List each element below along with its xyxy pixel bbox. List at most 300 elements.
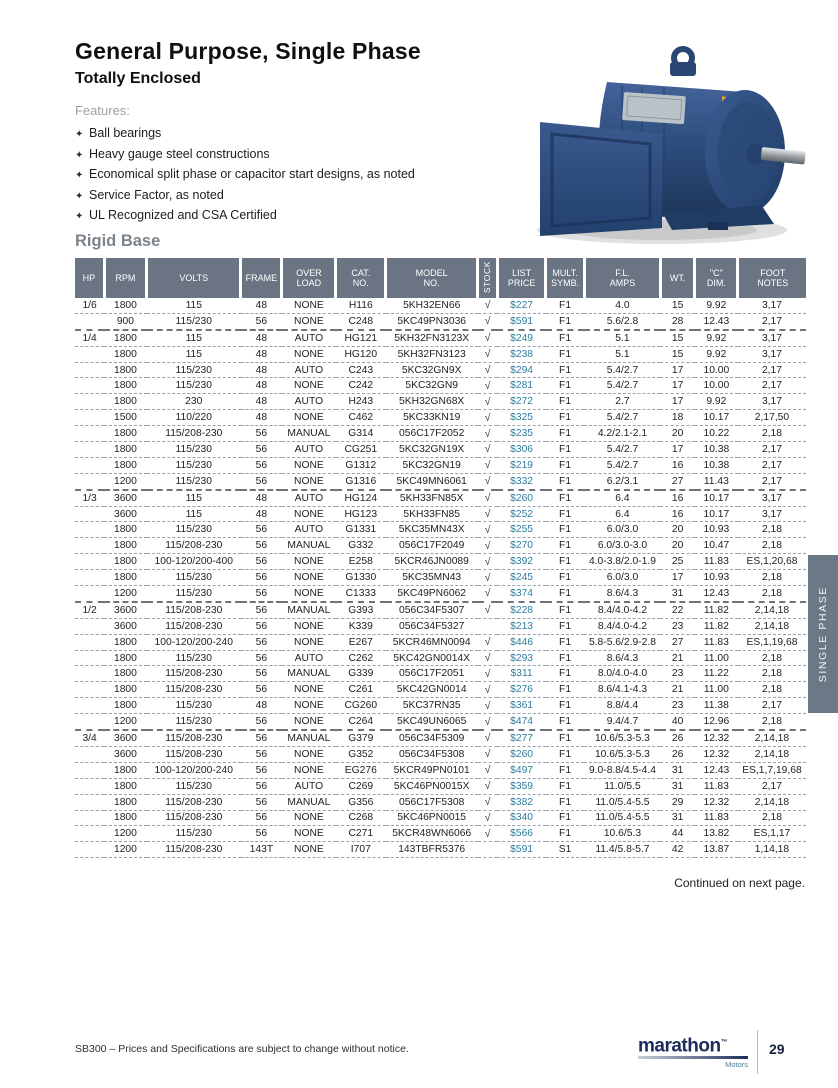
cell-mult_symb: F1 [559, 412, 572, 424]
cell-overload: NONE [294, 684, 324, 696]
cell-model_no: 5KCR48WN6066 [392, 828, 472, 840]
cell-volts: 115/230 [175, 828, 212, 840]
cell-overload: AUTO [294, 524, 324, 536]
cell-list_price: $359 [510, 780, 534, 792]
cell-hp: 1/4 [82, 332, 97, 344]
cell-frame: 56 [255, 748, 268, 760]
cell-model_no: 5KC35MN43 [402, 572, 462, 584]
cell-list_price: $474 [510, 716, 534, 728]
cell-footnotes: 2,18 [761, 428, 782, 440]
cell-frame: 48 [255, 508, 268, 520]
table-row [75, 298, 806, 313]
cell-model_no: 5KC32GN19X [399, 443, 465, 455]
cell-c_dim: 10.93 [703, 524, 730, 536]
table-row [75, 810, 806, 826]
cell-rpm: 1200 [113, 828, 137, 840]
cell-model_no: 5KH33FN85 [403, 508, 461, 520]
cell-footnotes: 2,17 [761, 380, 782, 392]
column-header-c_dim: "C" DIM. [695, 258, 738, 298]
table-row [75, 378, 806, 394]
cell-footnotes: 2,17 [761, 780, 782, 792]
cell-stock: √ [484, 539, 491, 552]
cell-wt: 29 [671, 796, 684, 808]
cell-rpm: 1800 [113, 443, 137, 455]
cell-fl_amps: 5.1 [615, 332, 630, 344]
cell-list_price: $255 [510, 524, 534, 536]
cell-list_price: $497 [510, 764, 534, 776]
cell-cat_no: HG123 [344, 508, 378, 520]
cell-frame: 56 [255, 604, 268, 616]
cell-stock: √ [484, 587, 491, 600]
bullet-icon: ✦ [75, 149, 84, 161]
cell-fl_amps: 5.1 [615, 348, 630, 360]
table-row [75, 426, 806, 442]
cell-c_dim: 10.38 [703, 443, 730, 455]
cell-cat_no: C268 [348, 812, 374, 824]
cell-footnotes: 2,14,18 [754, 732, 790, 744]
cell-stock: √ [484, 715, 491, 728]
page-title: General Purpose, Single Phase [75, 38, 421, 64]
cell-stock: √ [484, 780, 491, 793]
cell-hp [75, 554, 104, 570]
cell-overload: MANUAL [287, 540, 331, 552]
cell-footnotes: 1,14,18 [754, 844, 790, 856]
cell-mult_symb: F1 [559, 492, 572, 504]
cell-model_no: 5KH32FN3123X [394, 332, 470, 344]
cell-mult_symb: F1 [559, 636, 572, 648]
cell-c_dim: 11.38 [703, 700, 729, 712]
cell-frame: 56 [255, 780, 268, 792]
cell-fl_amps: 8.4/4.0-4.2 [597, 604, 648, 616]
cell-hp [75, 442, 104, 458]
cell-wt: 21 [671, 652, 684, 664]
cell-model_no: 5KC49PN3036 [397, 315, 467, 327]
cell-mult_symb: F1 [559, 828, 572, 840]
cell-c_dim: 11.43 [703, 475, 729, 487]
column-header-mult_symb: MULT. SYMB. [546, 258, 585, 298]
cell-fl_amps: 5.4/2.7 [606, 364, 639, 376]
cell-mult_symb: F1 [559, 428, 572, 440]
cell-footnotes: ES,1,20,68 [746, 556, 798, 568]
motor-photo [512, 30, 808, 252]
cell-cat_no: EG276 [344, 764, 377, 776]
cell-model_no: 5KC46PN0015 [397, 812, 467, 824]
cell-list_price: $245 [510, 572, 534, 584]
cell-footnotes: 3,17 [761, 348, 782, 360]
cell-volts: 100-120/200-240 [154, 636, 233, 648]
cell-fl_amps: 5.4/2.7 [606, 380, 639, 392]
cell-c_dim: 11.82 [703, 620, 729, 632]
column-header-volts: VOLTS [147, 258, 241, 298]
cell-footnotes: 2,17 [761, 459, 782, 471]
brand-name: marathon™ [638, 1035, 728, 1057]
cell-mult_symb: F1 [559, 764, 572, 776]
cell-fl_amps: 8.4/4.0-4.2 [597, 620, 648, 632]
cell-list_price: $374 [510, 587, 534, 599]
cell-mult_symb: F1 [559, 684, 572, 696]
cell-frame: 56 [255, 475, 268, 487]
cell-mult_symb: F1 [559, 652, 572, 664]
cell-cat_no: H243 [348, 396, 374, 408]
cell-model_no: 5KC32GN9 [405, 380, 459, 392]
cell-mult_symb: F1 [559, 299, 572, 311]
cell-footnotes: 3,17 [761, 396, 782, 408]
cell-rpm: 1800 [113, 700, 137, 712]
cell-mult_symb: S1 [558, 844, 572, 856]
cell-overload: AUTO [294, 492, 324, 504]
cell-fl_amps: 9.0-8.8/4.5-4.4 [588, 764, 656, 776]
cell-overload: NONE [294, 748, 324, 760]
cell-list_price: $238 [510, 348, 534, 360]
cell-volts: 115/208-230 [165, 812, 223, 824]
cell-c_dim: 13.82 [703, 828, 730, 840]
cell-fl_amps: 10.6/5.3-5.3 [594, 748, 650, 760]
cell-fl_amps: 5.6/2.8 [606, 315, 639, 327]
cell-model_no: 5KC49MN6061 [396, 475, 467, 487]
cell-rpm: 1800 [113, 812, 137, 824]
cell-overload: MANUAL [287, 428, 331, 440]
cell-wt: 28 [671, 315, 684, 327]
cell-footnotes: 2,18 [761, 812, 782, 824]
cell-stock: √ [484, 299, 491, 312]
cell-cat_no: G314 [348, 428, 374, 440]
cell-stock: √ [484, 395, 491, 408]
cell-c_dim: 10.47 [703, 540, 730, 552]
cell-stock: √ [484, 652, 491, 665]
cell-list_price: $219 [510, 459, 534, 471]
cell-overload: NONE [294, 508, 324, 520]
cell-volts: 115 [185, 348, 202, 360]
cell-cat_no: G352 [348, 748, 374, 760]
cell-list_price: $382 [510, 796, 534, 808]
cell-volts: 115/208-230 [165, 844, 223, 856]
cell-fl_amps: 8.6/4.3 [606, 652, 639, 664]
cell-wt: 20 [671, 524, 684, 536]
cell-volts: 115/208-230 [165, 732, 223, 744]
cell-fl_amps: 5.4/2.7 [606, 443, 639, 455]
cell-hp [75, 394, 104, 410]
cell-cat_no: C269 [348, 780, 374, 792]
cell-list_price: $252 [510, 508, 534, 520]
cell-volts: 115/230 [175, 459, 212, 471]
cell-rpm: 1800 [113, 764, 137, 776]
cell-hp [75, 634, 104, 650]
cell-wt: 22 [671, 604, 684, 616]
cell-cat_no: G1331 [345, 524, 377, 536]
table-row [75, 794, 806, 810]
cell-volts: 115/208-230 [165, 620, 223, 632]
cell-stock: √ [484, 523, 491, 536]
cell-cat_no: G1312 [345, 459, 377, 471]
cell-model_no: 5KC35MN43X [398, 524, 465, 536]
cell-wt: 20 [671, 540, 684, 552]
feature-item: ✦ Ball bearings [75, 124, 415, 145]
cell-c_dim: 10.38 [703, 459, 730, 471]
cell-wt: 17 [671, 572, 684, 584]
features-label: Features: [75, 103, 130, 118]
table-row [75, 522, 806, 538]
cell-mult_symb: F1 [559, 748, 572, 760]
cell-model_no: 5KCR49PN0101 [393, 764, 470, 776]
cell-c_dim: 10.00 [703, 364, 730, 376]
cell-stock: √ [484, 508, 491, 521]
cell-list_price: $260 [510, 492, 534, 504]
cell-model_no: 5KC33KN19 [403, 412, 461, 424]
cell-fl_amps: 8.8/4.4 [606, 700, 639, 712]
cell-footnotes: ES,1,7,19,68 [742, 764, 802, 776]
cell-overload: AUTO [294, 332, 324, 344]
cell-wt: 26 [671, 732, 684, 744]
cell-rpm: 1800 [113, 380, 137, 392]
cell-list_price: $566 [510, 828, 534, 840]
cell-stock: √ [484, 475, 491, 488]
cell-model_no: 056C34F5307 [399, 604, 465, 616]
cell-fl_amps: 4.0-3.8/2.0-1.9 [588, 556, 656, 568]
cell-cat_no: G1330 [345, 572, 377, 584]
column-header-cat_no: CAT. NO. [336, 258, 386, 298]
cell-wt: 15 [671, 299, 684, 311]
cell-model_no: 056C34F5309 [399, 732, 465, 744]
cell-wt: 16 [671, 459, 684, 471]
cell-hp [75, 410, 104, 426]
cell-c_dim: 10.93 [703, 572, 730, 584]
cell-mult_symb: F1 [559, 380, 572, 392]
cell-cat_no: C462 [348, 412, 374, 424]
cell-footnotes: 2,18 [761, 652, 782, 664]
cell-mult_symb: F1 [559, 540, 572, 552]
cell-fl_amps: 2.7 [615, 396, 630, 408]
cell-fl_amps: 8.6/4.3 [606, 587, 639, 599]
cell-frame: 143T [249, 844, 274, 856]
cell-frame: 56 [255, 315, 268, 327]
cell-hp [75, 842, 104, 858]
cell-wt: 31 [671, 780, 684, 792]
cell-overload: NONE [294, 716, 324, 728]
cell-list_price: $340 [510, 812, 534, 824]
cell-c_dim: 12.32 [703, 796, 730, 808]
cell-stock: √ [484, 443, 491, 456]
cell-rpm: 1800 [113, 299, 137, 311]
cell-volts: 115/208-230 [165, 604, 223, 616]
cell-stock: √ [484, 411, 491, 424]
cell-hp [75, 746, 104, 762]
cell-model_no: 056C17F2052 [399, 428, 465, 440]
cell-footnotes: 2,17,50 [754, 412, 790, 424]
cell-model_no: 056C17F2049 [399, 540, 465, 552]
cell-fl_amps: 8.6/4.1-4.3 [597, 684, 648, 696]
cell-rpm: 3600 [113, 604, 137, 616]
cell-frame: 56 [255, 652, 268, 664]
cell-rpm: 1800 [113, 428, 137, 440]
cell-fl_amps: 4.2/2.1-2.1 [597, 428, 648, 440]
cell-frame: 56 [255, 684, 268, 696]
table-row [75, 554, 806, 570]
cell-mult_symb: F1 [559, 716, 572, 728]
cell-wt: 31 [671, 587, 684, 599]
feature-item: ✦ UL Recognized and CSA Certified [75, 206, 415, 227]
cell-wt: 15 [671, 332, 684, 344]
cell-rpm: 1800 [113, 780, 137, 792]
cell-cat_no: K339 [348, 620, 373, 632]
cell-fl_amps: 9.4/4.7 [606, 716, 639, 728]
cell-hp [75, 538, 104, 554]
cell-fl_amps: 11.0/5.5 [604, 780, 641, 792]
cell-model_no: 056C17F5308 [399, 796, 465, 808]
cell-frame: 56 [255, 428, 268, 440]
cell-frame: 56 [255, 443, 268, 455]
table-row [75, 698, 806, 714]
cell-list_price: $277 [510, 732, 534, 744]
cell-stock: √ [484, 364, 491, 376]
cell-cat_no: CG260 [344, 700, 378, 712]
cell-footnotes: 2,17 [761, 364, 782, 376]
cell-fl_amps: 10.6/5.3 [603, 828, 642, 840]
cell-overload: MANUAL [287, 732, 331, 744]
cell-cat_no: E258 [348, 556, 373, 568]
cell-stock: √ [484, 459, 491, 472]
cell-cat_no: G379 [348, 732, 374, 744]
cell-stock: √ [484, 604, 491, 617]
continued-note: Continued on next page. [674, 876, 805, 890]
cell-volts: 115/230 [175, 475, 212, 487]
cell-list_price: $260 [510, 748, 534, 760]
cell-wt: 17 [671, 443, 684, 455]
cell-c_dim: 11.22 [703, 668, 729, 680]
cell-volts: 115/230 [175, 443, 212, 455]
cell-rpm: 1800 [113, 668, 137, 680]
cell-cat_no: C242 [348, 380, 374, 392]
cell-rpm: 1800 [113, 459, 137, 471]
cell-wt: 16 [671, 508, 684, 520]
cell-footnotes: 2,17 [761, 700, 782, 712]
cell-overload: NONE [294, 412, 324, 424]
cell-footnotes: ES,1,17 [753, 828, 791, 840]
cell-wt: 27 [671, 475, 684, 487]
cell-overload: AUTO [294, 652, 324, 664]
cell-wt: 44 [671, 828, 684, 840]
table-row [75, 682, 806, 698]
cell-volts: 115/208-230 [165, 748, 223, 760]
section-title-rigid-base: Rigid Base [75, 232, 161, 250]
table-row [75, 330, 806, 346]
cell-frame: 56 [255, 828, 268, 840]
footer-divider [757, 1030, 758, 1074]
cell-footnotes: 3,17 [761, 332, 782, 344]
cell-list_price: $591 [510, 844, 534, 856]
table-row [75, 618, 806, 634]
cell-hp [75, 362, 104, 378]
cell-wt: 40 [671, 716, 684, 728]
cell-hp [75, 666, 104, 682]
cell-hp [75, 810, 104, 826]
cell-overload: MANUAL [287, 796, 331, 808]
cell-rpm: 1500 [113, 412, 137, 424]
cell-volts: 115 [185, 332, 202, 344]
cell-rpm: 1200 [113, 475, 137, 487]
cell-footnotes: 2,14,18 [754, 748, 790, 760]
cell-frame: 48 [255, 332, 268, 344]
cell-stock: √ [484, 732, 491, 745]
cell-c_dim: 13.87 [703, 844, 730, 856]
column-header-list_price: LIST PRICE [497, 258, 545, 298]
cell-cat_no: G1316 [345, 475, 377, 487]
cell-footnotes: 2,18 [761, 716, 782, 728]
cell-list_price: $325 [510, 412, 534, 424]
table-row [75, 506, 806, 522]
cell-stock: √ [484, 427, 491, 440]
footer-disclaimer: SB300 – Prices and Specifications are subject to change without notice. [75, 1043, 409, 1055]
cell-mult_symb: F1 [559, 572, 572, 584]
cell-footnotes: 3,17 [761, 299, 782, 311]
column-header-rpm: RPM [104, 258, 146, 298]
cell-cat_no: C248 [348, 315, 374, 327]
cell-volts: 115/230 [175, 780, 212, 792]
cell-rpm: 1800 [113, 524, 137, 536]
cell-mult_symb: F1 [559, 315, 572, 327]
cell-overload: MANUAL [287, 604, 331, 616]
cell-footnotes: 2,18 [761, 587, 782, 599]
cell-list_price: $591 [510, 315, 534, 327]
cell-volts: 115/208-230 [165, 428, 223, 440]
cell-footnotes: 2,18 [761, 524, 782, 536]
cell-list_price: $249 [510, 332, 534, 344]
cell-overload: NONE [294, 556, 324, 568]
cell-c_dim: 10.17 [703, 508, 730, 520]
cell-overload: NONE [294, 700, 324, 712]
cell-fl_amps: 6.0/3.0 [606, 572, 639, 584]
cell-model_no: 5KC49PN6062 [397, 587, 467, 599]
cell-stock: √ [484, 748, 491, 761]
cell-hp: 1/6 [82, 299, 97, 311]
column-header-model_no: MODEL NO. [386, 258, 478, 298]
cell-rpm: 1200 [113, 587, 137, 599]
cell-model_no: 5KH32EN66 [403, 299, 461, 311]
cell-rpm: 1800 [113, 540, 137, 552]
cell-volts: 100-120/200-240 [154, 764, 233, 776]
cell-footnotes: 2,17 [761, 315, 782, 327]
cell-rpm: 1800 [113, 332, 137, 344]
cell-cat_no: C262 [348, 652, 374, 664]
table-row [75, 842, 806, 858]
cell-list_price: $272 [510, 396, 534, 408]
cell-fl_amps: 11.0/5.4-5.5 [595, 796, 650, 808]
cell-list_price: $306 [510, 443, 534, 455]
cell-rpm: 3600 [113, 492, 137, 504]
cell-model_no: 056C34F5327 [399, 620, 465, 632]
brand-rule [638, 1056, 748, 1059]
cell-stock: √ [484, 811, 491, 824]
cell-hp [75, 682, 104, 698]
cell-hp [75, 586, 104, 602]
table-row [75, 586, 806, 602]
cell-list_price: $276 [510, 684, 534, 696]
cell-cat_no: HG121 [344, 332, 378, 344]
cell-frame: 56 [255, 587, 268, 599]
feature-item: ✦ Economical split phase or capacitor start designs, as noted [75, 165, 415, 186]
cell-wt: 20 [671, 428, 684, 440]
cell-overload: NONE [294, 636, 324, 648]
spec-table-header [75, 258, 806, 298]
cell-list_price: $293 [510, 652, 534, 664]
cell-rpm: 1800 [113, 684, 137, 696]
column-header-stock: STOCK [478, 258, 498, 298]
cell-rpm: 3600 [113, 508, 137, 520]
cell-cat_no: HG120 [344, 348, 378, 360]
cell-fl_amps: 6.0/3.0 [606, 524, 639, 536]
cell-c_dim: 11.00 [703, 652, 729, 664]
cell-c_dim: 12.43 [703, 764, 730, 776]
cell-volts: 115/230 [175, 524, 212, 536]
